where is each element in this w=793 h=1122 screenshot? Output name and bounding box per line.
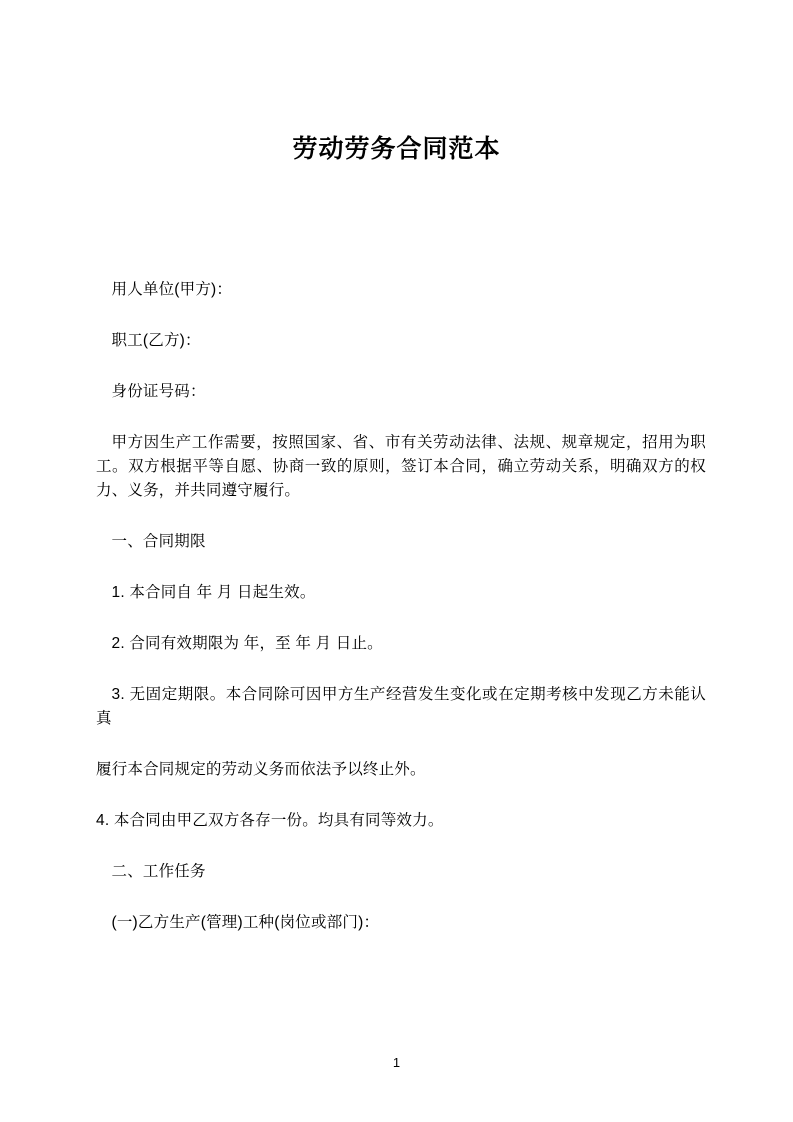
paragraph-clause-2-1: (一)乙方生产(管理)工种(岗位或部门)： xyxy=(111,914,380,932)
paragraph-employer-line: 用人单位(甲方)： xyxy=(111,281,233,298)
page-number: 1 xyxy=(392,1055,401,1070)
paragraph-id-number-line: 身份证号码： xyxy=(111,383,206,401)
paragraph-clause-1-1: 1. 本合同自 年 月 日起生效。 xyxy=(111,584,316,602)
document-body xyxy=(96,278,706,962)
page-title: 劳动劳务合同范本 xyxy=(292,135,501,163)
paragraph-preamble: 甲方因生产工作需要，按照国家、省、市有关劳动法律、法规、规章规定，招用为职工。双方根据平等自愿、协商一致的原则，签订本合同，确立劳动关系，明确双方的权力、义务，并共同遵守履行。 xyxy=(96,434,706,500)
heading-section-one: 一、合同期限 xyxy=(111,533,206,551)
heading-section-two: 二、工作任务 xyxy=(111,863,206,881)
paragraph-clause-1-2: 2. 合同有效期限为 年，至 年 月 日止。 xyxy=(111,635,383,653)
paragraph-clause-1-3-continued: 履行本合同规定的劳动义务而依法予以终止外。 xyxy=(96,761,426,779)
paragraph-clause-1-4: 4. 本合同由甲乙双方各存一份。均具有同等效力。 xyxy=(96,812,444,830)
paragraph-employee-line: 职工(乙方)： xyxy=(111,332,201,350)
paragraph-clause-1-3: 3. 无固定期限。本合同除可因甲方生产经营发生变化或在定期考核中发现乙方未能认真 xyxy=(96,686,706,728)
